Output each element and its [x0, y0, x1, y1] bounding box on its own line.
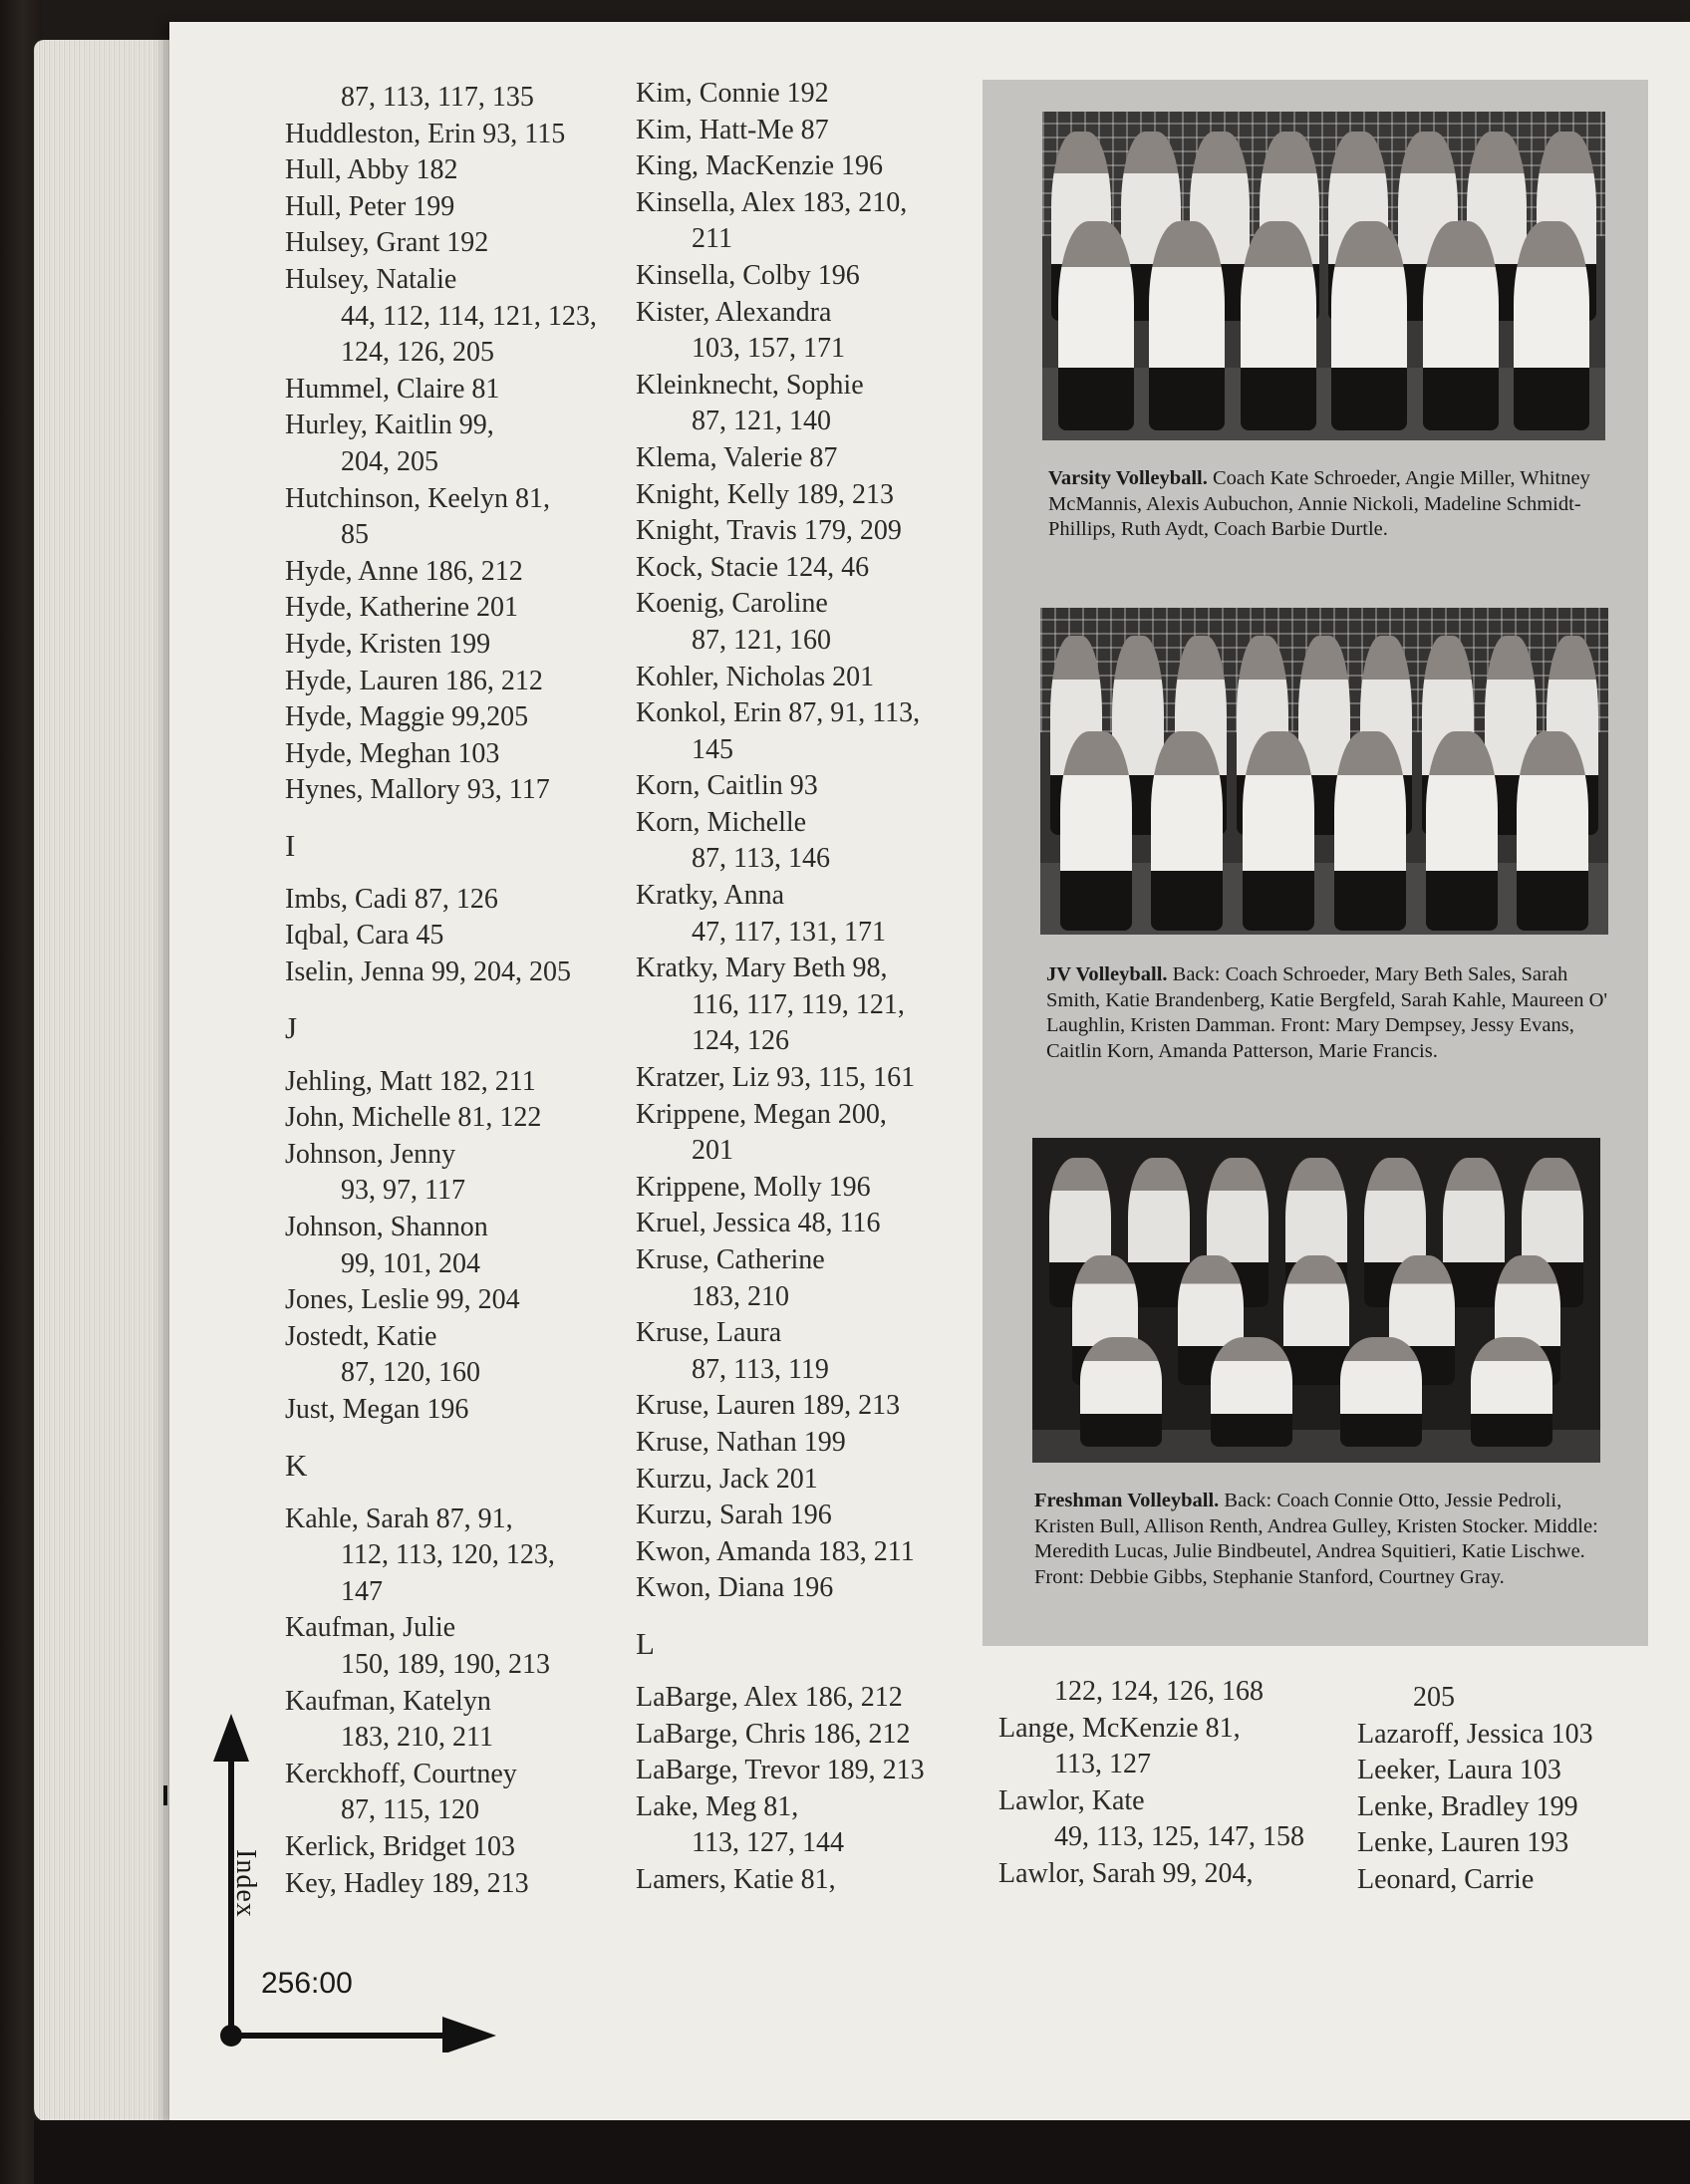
- index-entry: 87, 120, 160: [341, 1357, 480, 1389]
- index-entry: Hynes, Mallory 93, 117: [285, 774, 550, 806]
- varsity-volleyball-photo: [1042, 112, 1605, 440]
- index-entry: Lake, Meg 81,: [636, 1790, 799, 1822]
- index-entry: 85: [341, 519, 369, 551]
- section-label: Index: [230, 1849, 261, 1918]
- index-entry: 93, 97, 117: [341, 1175, 465, 1207]
- index-entry: Iselin, Jenna 99, 204, 205: [285, 956, 571, 988]
- index-entry: Hulsey, Natalie: [285, 263, 457, 295]
- index-entry: Kister, Alexandra: [636, 296, 832, 328]
- freshman-volleyball-caption: [1034, 1489, 1612, 1590]
- index-entry: 49, 113, 125, 147, 158: [1054, 1821, 1304, 1853]
- index-letter-heading: K: [285, 1447, 308, 1483]
- index-entry: Jones, Leslie 99, 204: [285, 1284, 520, 1316]
- index-entry: Kinsella, Colby 196: [636, 259, 860, 291]
- index-column-2: [636, 76, 975, 1899]
- index-entry: 124, 126: [692, 1025, 789, 1057]
- index-letter-heading: I: [285, 827, 296, 863]
- right-arrow-icon: [442, 2017, 496, 2052]
- index-entry: Key, Hadley 189, 213: [285, 1867, 529, 1899]
- index-entry: Hull, Abby 182: [285, 154, 458, 186]
- index-entry: 87, 113, 146: [692, 843, 830, 875]
- index-entry: 99, 101, 204: [341, 1247, 480, 1279]
- index-entry: Klema, Valerie 87: [636, 441, 838, 473]
- index-entry: Jehling, Matt 182, 211: [285, 1065, 536, 1097]
- index-entry: Kurzu, Sarah 196: [636, 1500, 832, 1531]
- index-entry: Huddleston, Erin 93, 115: [285, 118, 566, 149]
- page-number: 256:00: [261, 1967, 353, 2000]
- index-entry: 116, 117, 119, 121,: [692, 988, 905, 1020]
- index-entry: Knight, Travis 179, 209: [636, 515, 902, 547]
- index-entry: Lawlor, Sarah 99, 204,: [998, 1857, 1254, 1889]
- index-entry: 122, 124, 126, 168: [1054, 1676, 1264, 1707]
- index-entry: 204, 205: [341, 445, 438, 477]
- caption-title: Freshman Volleyball.: [1034, 1490, 1220, 1511]
- index-entry: Johnson, Jenny: [285, 1138, 456, 1170]
- jv-volleyball-photo: [1040, 608, 1608, 935]
- index-entry: Kock, Stacie 124, 46: [636, 551, 870, 583]
- index-entry: Kratky, Mary Beth 98,: [636, 953, 888, 984]
- player-figure: [1149, 221, 1225, 430]
- index-entry: Kruse, Laura: [636, 1317, 782, 1349]
- index-entry: Hyde, Anne 186, 212: [285, 555, 523, 587]
- index-entry: 113, 127: [1054, 1749, 1151, 1780]
- index-entry: Hyde, Maggie 99,205: [285, 701, 529, 733]
- index-column-1: [285, 80, 624, 1902]
- index-entry: Hulsey, Grant 192: [285, 227, 489, 259]
- index-entry: Kim, Connie 192: [636, 78, 829, 109]
- index-entry: Iqbal, Cara 45: [285, 920, 444, 952]
- index-entry: Lawlor, Kate: [998, 1784, 1145, 1816]
- varsity-volleyball-caption: [1048, 466, 1606, 543]
- index-entry: Kaufman, Julie: [285, 1612, 456, 1644]
- index-entry: 201: [692, 1135, 733, 1167]
- index-entry: Hummel, Claire 81: [285, 373, 500, 405]
- index-entry: 87, 121, 140: [692, 406, 831, 437]
- jv-volleyball-caption: [1046, 962, 1609, 1064]
- player-figure: [1334, 731, 1406, 931]
- index-entry: Kwon, Amanda 183, 211: [636, 1535, 915, 1567]
- index-entry: 47, 117, 131, 171: [692, 916, 886, 948]
- index-entry: Krippene, Molly 196: [636, 1171, 871, 1203]
- index-entry: Hull, Peter 199: [285, 190, 455, 222]
- index-entry: Kratzer, Liz 93, 115, 161: [636, 1062, 916, 1094]
- index-entry: Kleinknecht, Sophie: [636, 369, 864, 401]
- index-entry: 87, 121, 160: [692, 624, 831, 656]
- index-entry: 183, 210: [692, 1280, 789, 1312]
- index-entry: Hyde, Katherine 201: [285, 592, 519, 624]
- index-entry: Kruel, Jessica 48, 116: [636, 1208, 881, 1239]
- player-figure: [1241, 221, 1316, 430]
- index-entry: Korn, Michelle: [636, 806, 807, 838]
- player-figure: [1060, 731, 1132, 931]
- index-entry: Leeker, Laura 103: [1357, 1755, 1561, 1786]
- player-figure: [1243, 731, 1314, 931]
- index-entry: Lange, McKenzie 81,: [998, 1712, 1241, 1744]
- index-entry: LaBarge, Alex 186, 212: [636, 1681, 903, 1713]
- player-figure: [1331, 221, 1407, 430]
- index-entry: Kinsella, Alex 183, 210,: [636, 186, 908, 218]
- index-entry: Kaufman, Katelyn: [285, 1685, 491, 1717]
- index-entry: Hutchinson, Keelyn 81,: [285, 482, 550, 514]
- index-entry: Kahle, Sarah 87, 91,: [285, 1502, 513, 1534]
- freshman-volleyball-photo: [1032, 1138, 1600, 1463]
- index-entry: Imbs, Cadi 87, 126: [285, 883, 498, 915]
- page-bottom-shadow: [34, 2120, 1690, 2184]
- index-entry: Kruse, Lauren 189, 213: [636, 1390, 901, 1422]
- index-entry: Konkol, Erin 87, 91, 113,: [636, 697, 921, 729]
- index-column-4: [1357, 1680, 1676, 1899]
- index-entry: 150, 189, 190, 213: [341, 1648, 550, 1680]
- player-figure: [1514, 221, 1589, 430]
- caption-title: JV Volleyball.: [1046, 963, 1168, 985]
- up-arrow-icon: [213, 1714, 249, 1762]
- index-entry: Kwon, Diana 196: [636, 1572, 834, 1604]
- index-entry: Lenke, Bradley 199: [1357, 1790, 1578, 1822]
- index-entry: King, MacKenzie 196: [636, 150, 884, 182]
- caption-text: Coach Kate Schroeder, Angie Miller, Whitney McMannis, Alexis Aubuchon, Annie Nickoli, Madeline Schmidt-Phillips, Ruth Aydt, Coach Barbie Durtle.: [1048, 467, 1590, 540]
- index-entry: Knight, Kelly 189, 213: [636, 478, 894, 510]
- player-figure: [1340, 1337, 1422, 1447]
- index-entry: 87, 115, 120: [341, 1794, 479, 1826]
- player-figure: [1423, 221, 1499, 430]
- index-entry: Kratky, Anna: [636, 880, 785, 912]
- player-figure: [1151, 731, 1223, 931]
- page-edges: [34, 40, 183, 2122]
- index-entry: Just, Megan 196: [285, 1394, 469, 1425]
- index-entry: Korn, Caitlin 93: [636, 770, 818, 802]
- index-entry: 147: [341, 1575, 383, 1607]
- player-figure: [1283, 1255, 1349, 1385]
- page-marker: [163, 1785, 167, 1805]
- index-entry: Kohler, Nicholas 201: [636, 661, 875, 692]
- caption-title: Varsity Volleyball.: [1048, 467, 1208, 489]
- caption-text: Back: Coach Schroeder, Mary Beth Sales, Sarah Smith, Katie Brandenberg, Katie Bergfeld, Sarah Kahle, Maureen O' Laughlin, Kristen Damman. Front: Mary Dempsey, Jessy Evans, Caitlin Korn, Amanda Patterson, Marie Francis.: [1046, 963, 1608, 1062]
- index-entry: Johnson, Shannon: [285, 1212, 488, 1243]
- index-entry: 183, 210, 211: [341, 1722, 493, 1754]
- index-entry: 87, 113, 119: [692, 1353, 829, 1385]
- player-figure: [1211, 1337, 1292, 1447]
- index-entry: Krippene, Megan 200,: [636, 1098, 887, 1130]
- index-entry: 211: [692, 223, 732, 255]
- index-entry: LaBarge, Trevor 189, 213: [636, 1755, 925, 1786]
- corner-dot-icon: [220, 2025, 242, 2047]
- player-figure: [1426, 731, 1498, 931]
- index-entry: Kurzu, Jack 201: [636, 1463, 818, 1495]
- index-entry: 87, 113, 117, 135: [341, 82, 534, 113]
- index-letter-heading: L: [636, 1625, 655, 1661]
- index-entry: Kerlick, Bridget 103: [285, 1830, 515, 1862]
- index-entry: LaBarge, Chris 186, 212: [636, 1718, 911, 1750]
- index-entry: 103, 157, 171: [692, 333, 845, 365]
- player-figure: [1080, 1337, 1162, 1447]
- index-entry: Kruse, Nathan 199: [636, 1426, 846, 1458]
- index-entry: Lazaroff, Jessica 103: [1357, 1718, 1593, 1750]
- caption-text: Back: Coach Connie Otto, Jessie Pedroli, Kristen Bull, Allison Renth, Andrea Gulley, Kristen Stocker. Middle: Meredith Lucas, Julie Bindbeutel, Andrea Squitieri, Katie Lischwe. Front: Debbie Gibbs, Stephanie Stanford, Courtney Gray.: [1034, 1490, 1598, 1588]
- index-column-3: [998, 1674, 1337, 1893]
- index-entry: Kerckhoff, Courtney: [285, 1758, 517, 1789]
- index-entry: 112, 113, 120, 123,: [341, 1539, 555, 1571]
- player-figure: [1058, 221, 1134, 430]
- index-entry: Hyde, Kristen 199: [285, 628, 491, 660]
- index-entry: Hyde, Meghan 103: [285, 737, 500, 769]
- index-entry: 205: [1413, 1682, 1455, 1713]
- index-entry: Koenig, Caroline: [636, 588, 828, 620]
- index-entry: 113, 127, 144: [692, 1827, 844, 1859]
- player-figure: [1517, 731, 1588, 931]
- index-entry: Hurley, Kaitlin 99,: [285, 410, 494, 441]
- index-entry: Hyde, Lauren 186, 212: [285, 665, 543, 696]
- index-entry: 44, 112, 114, 121, 123,: [341, 300, 597, 332]
- index-entry: Lenke, Lauren 193: [1357, 1827, 1569, 1859]
- index-entry: John, Michelle 81, 122: [285, 1102, 542, 1134]
- index-entry: Leonard, Carrie: [1357, 1863, 1535, 1895]
- player-figure: [1471, 1337, 1552, 1447]
- index-entry: Kim, Hatt-Me 87: [636, 114, 829, 145]
- index-entry: 145: [692, 733, 733, 765]
- index-entry: Lamers, Katie 81,: [636, 1863, 836, 1895]
- index-letter-heading: J: [285, 1009, 298, 1045]
- index-entry: Jostedt, Katie: [285, 1320, 437, 1352]
- photo-panel: [983, 80, 1648, 1646]
- index-entry: 124, 126, 205: [341, 337, 494, 369]
- index-entry: Kruse, Catherine: [636, 1244, 825, 1275]
